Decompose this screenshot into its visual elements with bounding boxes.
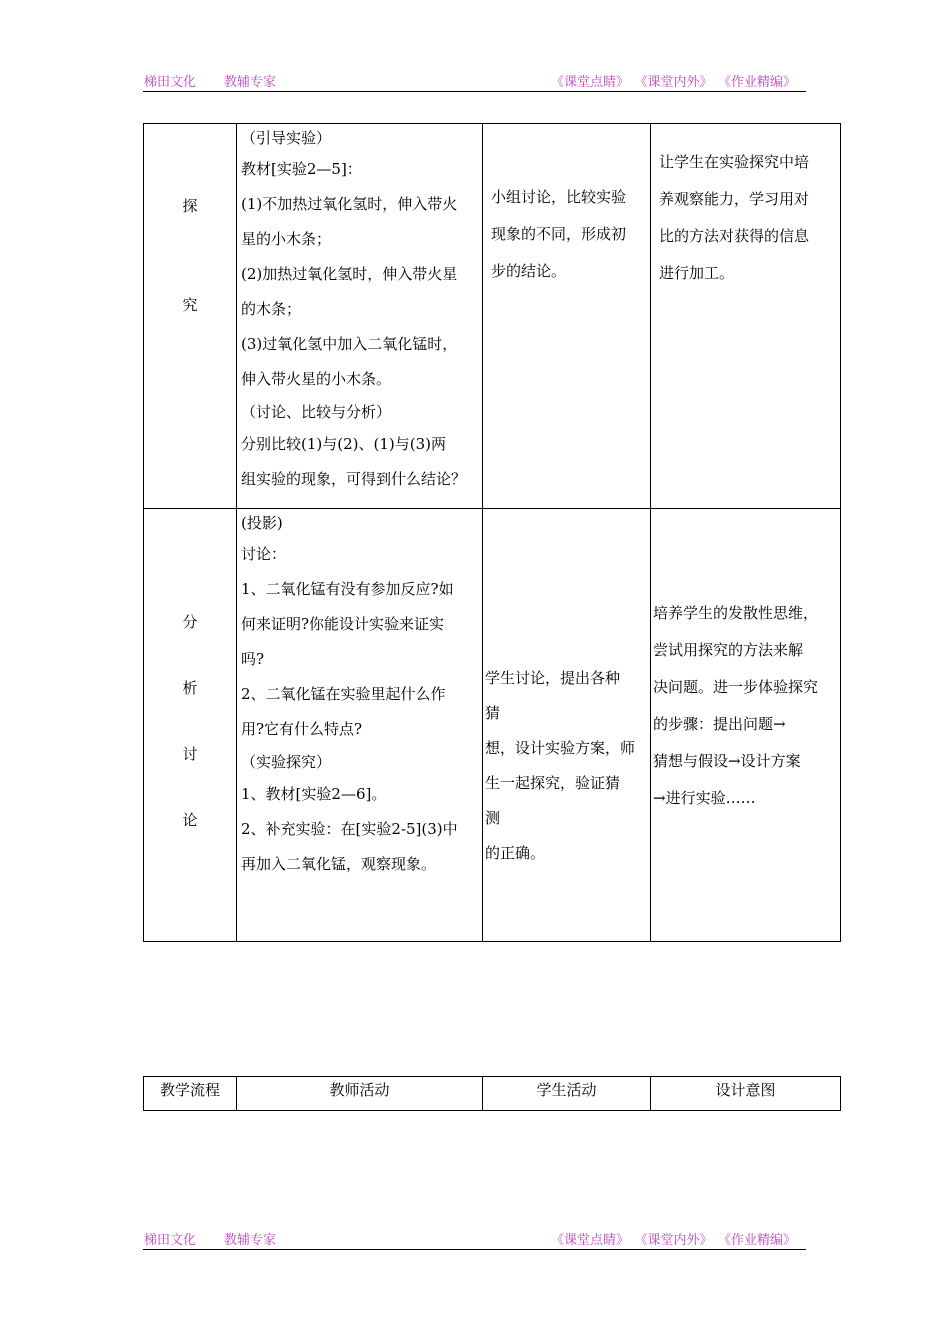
header-cell-purpose: 设计意图 bbox=[651, 1077, 841, 1111]
stage-char: 探 bbox=[182, 197, 198, 215]
teacher-activity-cell bbox=[237, 124, 483, 509]
teacher-activity-cell bbox=[237, 509, 483, 942]
table-row bbox=[144, 509, 841, 942]
text-line: 星的小木条； bbox=[241, 230, 332, 248]
text-line: 养观察能力，学习用对 bbox=[659, 190, 810, 208]
footer-book-3: 《作业精编》 bbox=[724, 1233, 796, 1248]
text-line: 比的方法对获得的信息 bbox=[659, 227, 810, 245]
text-line: 的步骤：提出问题→ bbox=[653, 715, 786, 733]
text-line: （引导实验） bbox=[241, 129, 332, 147]
stage-cell bbox=[144, 124, 237, 509]
text-line: 1、教材[实验2—6]。 bbox=[241, 785, 387, 803]
text-line: （讨论、比较与分析） bbox=[241, 403, 392, 421]
text-line: 想，设计实验方案，师 bbox=[485, 739, 636, 757]
footer-slogan: 教辅专家 bbox=[224, 1233, 277, 1248]
text-line: 小组讨论，比较实验 bbox=[491, 188, 627, 206]
text-line: 再加入二氧化锰，观察现象。 bbox=[241, 855, 437, 873]
text-line: (3)过氧化氢中加入二氧化锰时， bbox=[241, 335, 458, 353]
text-line: 尝试用探究的方法来解 bbox=[653, 641, 804, 659]
text-line: 讨论： bbox=[241, 545, 287, 563]
stage-char: 分 bbox=[182, 613, 198, 631]
text-line: 现象的不同，形成初 bbox=[491, 225, 627, 243]
table-header-row bbox=[144, 1077, 841, 1111]
student-activity-cell bbox=[483, 509, 651, 942]
text-line: 用?它有什么特点? bbox=[241, 720, 363, 738]
header-cell-flow: 教学流程 bbox=[144, 1077, 237, 1111]
text-line: 猜 bbox=[485, 704, 501, 722]
table-row bbox=[144, 124, 841, 509]
text-line: 何来证明?你能设计实验来证实 bbox=[241, 615, 445, 633]
stage-char: 究 bbox=[182, 296, 198, 314]
design-purpose-cell bbox=[651, 509, 841, 942]
footer-book-1: 《课堂点睛》 bbox=[550, 1233, 629, 1248]
stage-char: 讨 bbox=[182, 745, 198, 763]
student-activity-cell bbox=[483, 124, 651, 509]
footer-book-2: 《课堂内外》 bbox=[640, 1233, 713, 1248]
page-footer bbox=[143, 1229, 806, 1250]
text-line: 测 bbox=[485, 809, 501, 827]
text-line: （实验探究） bbox=[241, 753, 332, 771]
text-line: 培养学生的发散性思维， bbox=[653, 604, 819, 622]
header-left bbox=[144, 71, 304, 90]
text-line: 组实验的现象，可得到什么结论？ bbox=[241, 470, 467, 488]
text-line: 进行加工。 bbox=[659, 264, 735, 282]
text-line: (1)不加热过氧化氢时，伸入带火 bbox=[241, 195, 458, 213]
text-line: 步的结论。 bbox=[491, 262, 567, 280]
text-line: 教材[实验2—5]： bbox=[241, 160, 362, 178]
text-line: (投影) bbox=[241, 514, 283, 532]
text-line: 1、二氧化锰有没有参加反应?如 bbox=[241, 580, 454, 598]
text-line: 的正确。 bbox=[485, 844, 546, 862]
header-book-1: 《课堂点睛》 bbox=[550, 75, 629, 90]
text-line: 学生讨论，提出各种 bbox=[485, 669, 621, 687]
text-line: 猜想与假设→设计方案 bbox=[653, 752, 801, 770]
text-line: 决问题。进一步体验探究 bbox=[653, 678, 819, 696]
text-line: 伸入带火星的小木条。 bbox=[241, 370, 392, 388]
header-slogan: 教辅专家 bbox=[224, 75, 277, 90]
header-cell-teacher: 教师活动 bbox=[237, 1077, 483, 1111]
header-company: 梯田文化 bbox=[144, 75, 197, 90]
header-cell-student: 学生活动 bbox=[483, 1077, 651, 1111]
text-line: (2)加热过氧化氢时，伸入带火星 bbox=[241, 265, 458, 283]
stage-char: 析 bbox=[182, 679, 198, 697]
lesson-table bbox=[143, 123, 841, 942]
footer-company: 梯田文化 bbox=[144, 1233, 197, 1248]
header-book-3: 《作业精编》 bbox=[724, 75, 796, 90]
text-line: 分别比较(1)与(2)、(1)与(3)两 bbox=[241, 435, 446, 453]
text-line: 的木条； bbox=[241, 300, 302, 318]
page-header bbox=[143, 71, 806, 92]
text-line: 吗? bbox=[241, 650, 265, 668]
stage-cell bbox=[144, 509, 237, 942]
next-table-header bbox=[143, 1076, 841, 1111]
stage-char: 论 bbox=[182, 811, 198, 829]
text-line: 2、二氧化锰在实验里起什么作 bbox=[241, 685, 446, 703]
design-purpose-cell bbox=[651, 124, 841, 509]
text-line: 生一起探究，验证猜 bbox=[485, 774, 621, 792]
text-line: 让学生在实验探究中培 bbox=[659, 153, 810, 171]
header-book-2: 《课堂内外》 bbox=[640, 75, 713, 90]
header-right bbox=[539, 71, 796, 90]
footer-right bbox=[539, 1229, 796, 1248]
text-line: →进行实验…… bbox=[653, 789, 756, 807]
footer-left bbox=[144, 1229, 304, 1248]
text-line: 2、补充实验：在[实验2-5](3)中 bbox=[241, 820, 458, 838]
